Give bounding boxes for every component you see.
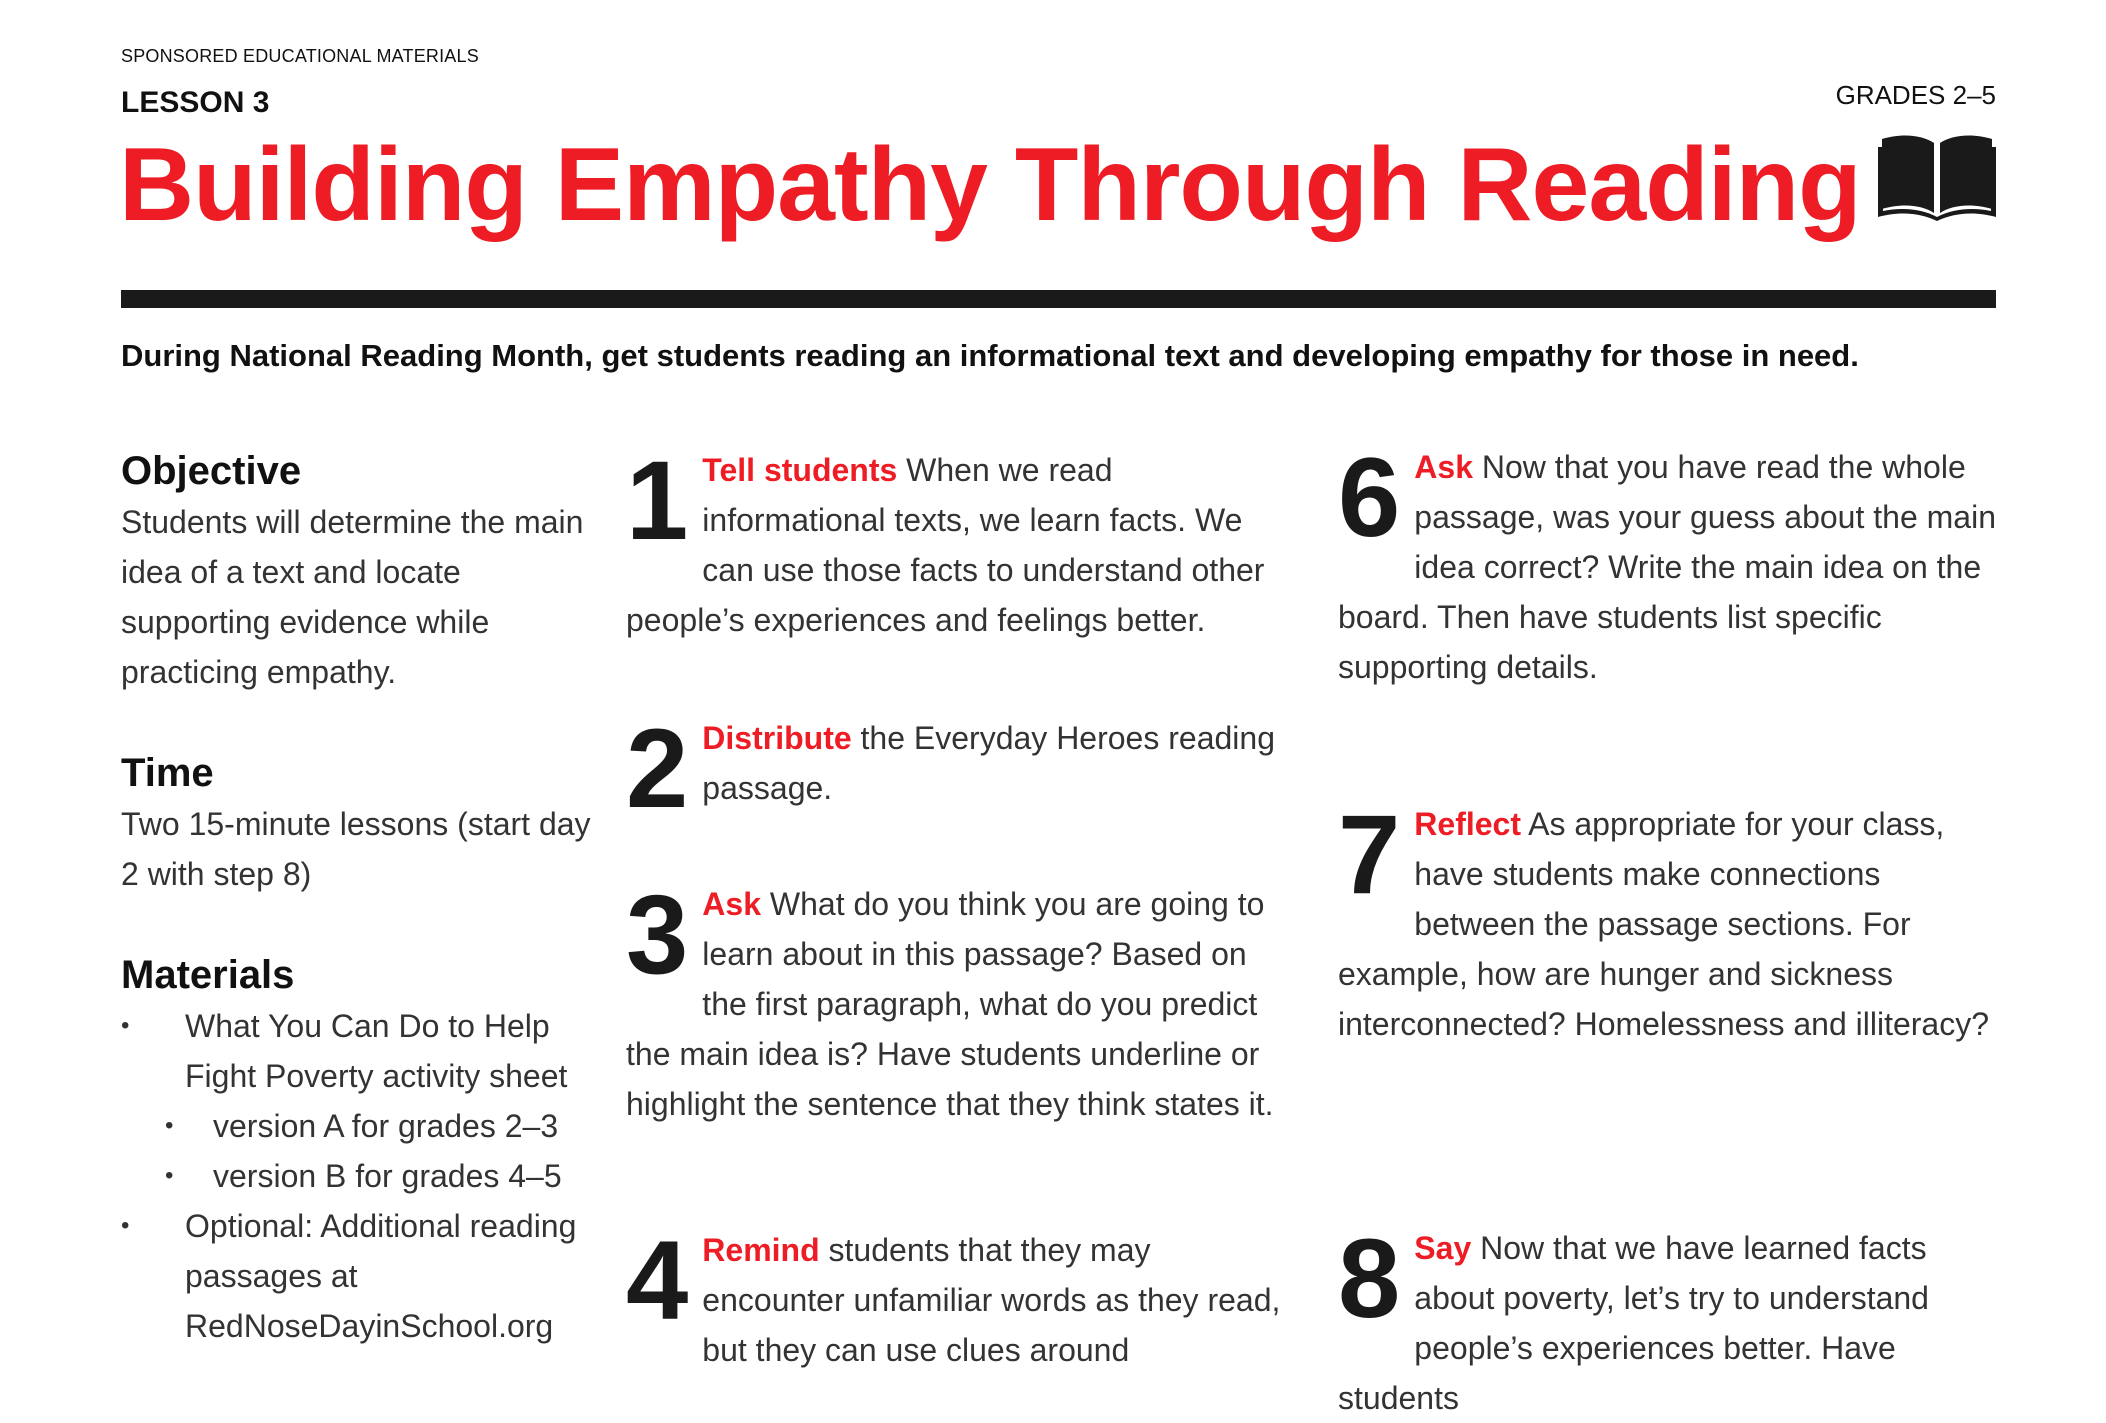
- step-3: [626, 872, 1291, 1129]
- open-book-icon: [1878, 133, 1996, 221]
- step-6: [1338, 435, 2003, 692]
- step-number: 4: [626, 1218, 689, 1343]
- step-text: Now that we have learned facts about poverty, let’s try to understand people’s experiences better. Have students: [1338, 1230, 1929, 1416]
- step-4: [626, 1218, 1291, 1375]
- step-keyword: Remind: [702, 1232, 820, 1268]
- objective-text: Students will determine the main idea of a text and locate supporting evidence while practicing empathy.: [121, 504, 584, 690]
- lesson-label: LESSON 3: [121, 86, 270, 119]
- step-number: 2: [626, 706, 689, 831]
- step-keyword: Tell students: [702, 452, 898, 488]
- step-number: 8: [1338, 1216, 1401, 1341]
- step-keyword: Ask: [702, 886, 761, 922]
- step-text: students that they may encounter unfamiliar words as they read, but they can use clues around: [702, 1232, 1281, 1368]
- time-heading: Time: [121, 751, 214, 795]
- step-text: What do you think you are going to learn about in this passage? Based on the first paragraph, what do you predict the main idea is? Have students underline or highlight the sentence that they think states it.: [626, 886, 1274, 1122]
- step-text: Now that you have read the whole passage, was your guess about the main idea correct? Write the main idea on the board. Then have students list specific supporting details.: [1338, 449, 1996, 685]
- step-7: [1338, 792, 2003, 1049]
- materials-section: [121, 949, 591, 1351]
- list-item: • version B for grades 4–5: [121, 1151, 591, 1201]
- step-1: [626, 438, 1291, 645]
- step-keyword: Ask: [1414, 449, 1473, 485]
- materials-heading: Materials: [121, 953, 295, 997]
- left-column: [121, 445, 591, 1389]
- page-title: Building Empathy Through Reading: [119, 127, 1861, 243]
- materials-list: [121, 1001, 591, 1351]
- step-text: When we read informational texts, we learn facts. We can use those facts to understand other people’s experiences and feelings better.: [626, 452, 1265, 638]
- intro-text: During National Reading Month, get students reading an informational text and developing empathy for those in need.: [121, 338, 1859, 373]
- step-number: 3: [626, 872, 689, 997]
- step-keyword: Reflect: [1414, 806, 1521, 842]
- step-keyword: Say: [1414, 1230, 1472, 1266]
- step-text: the Everyday Heroes reading passage.: [702, 720, 1275, 806]
- list-item: • version A for grades 2–3: [121, 1101, 591, 1151]
- list-item: • Optional: Additional reading passages at RedNoseDayinSchool.org: [121, 1201, 591, 1351]
- step-8: [1338, 1216, 2003, 1423]
- time-section: [121, 747, 591, 899]
- step-number: 6: [1338, 435, 1401, 560]
- time-text: Two 15-minute lessons (start day 2 with step 8): [121, 806, 591, 892]
- step-keyword: Distribute: [702, 720, 852, 756]
- step-2: [626, 706, 1291, 831]
- step-number: 1: [626, 438, 689, 563]
- sponsored-label: SPONSORED EDUCATIONAL MATERIALS: [121, 46, 479, 66]
- list-item: • What You Can Do to Help Fight Poverty activity sheet: [121, 1001, 591, 1101]
- objective-section: [121, 445, 591, 697]
- step-text: As appropriate for your class, have students make connections between the passage sections. For example, how are hunger and sickness interconnected? Homelessness and illiteracy?: [1338, 806, 1990, 1042]
- title-rule: [121, 290, 1996, 308]
- step-number: 7: [1338, 792, 1401, 917]
- grades-label: GRADES 2–5: [1835, 80, 1996, 110]
- objective-heading: Objective: [121, 449, 302, 493]
